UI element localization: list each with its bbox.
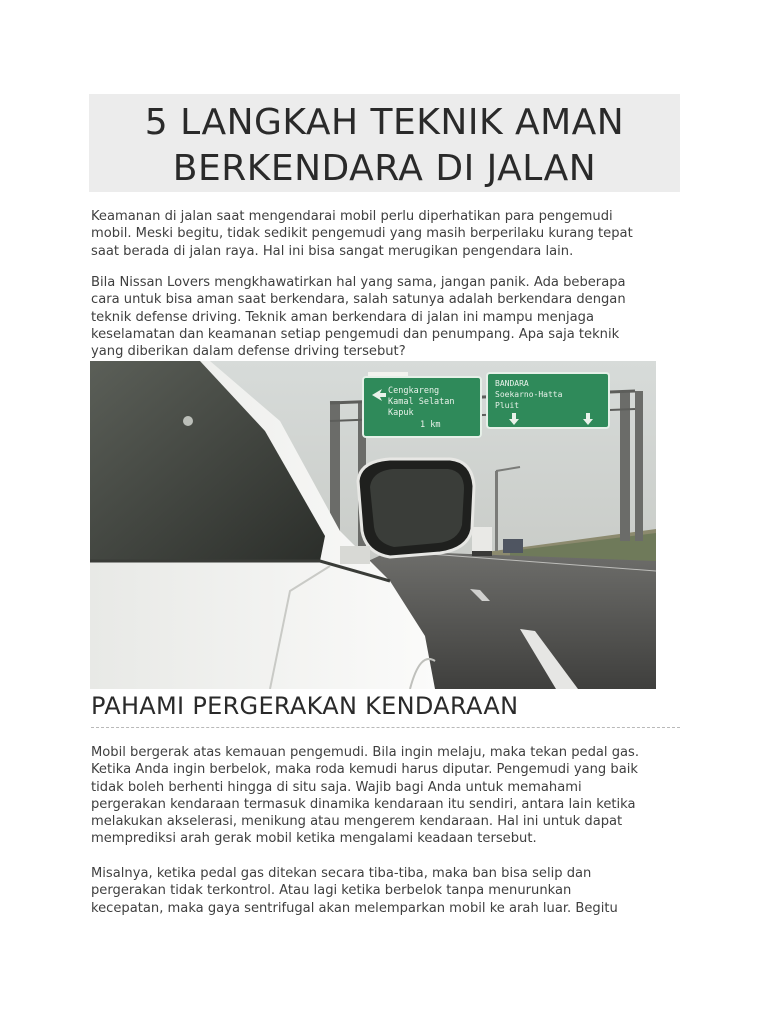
sign-left-line-2: Kamal Selatan: [388, 397, 455, 407]
section-heading: PAHAMI PERGERAKAN KENDARAAN: [91, 692, 519, 720]
sign-left-line-3: Kapuk: [388, 408, 414, 418]
intro-paragraph: Keamanan di jalan saat mengendarai mobil perlu diperhatikan para pengemudi mobil. Meski begitu, tidak sedikit pengemudi yang masih berperilaku kurang tepat saat berada di jalan raya. Hal ini bisa sangat merugikan pengendara lain.: [91, 209, 633, 259]
section-paragraph-1: Mobil bergerak atas kemauan pengemudi. Bila ingin melaju, maka tekan pedal gas. Ketika Anda ingin berbelok, maka roda kemudi harus diputar. Pengemudi yang baik tidak boleh berhenti hingga di situ saja. Wajib bagi Anda untuk memahami pergerakan kendaraan termasuk dinamika kendaraan itu sendiri, antara lain ketika melakukan akselerasi, menikung atau mengerem kendaraan. Hal ini untuk dapat memprediksi arah gerak mobil ketika mengalami keadaan tersebut.: [91, 745, 640, 847]
sign-right-line-3: Pluit: [495, 401, 520, 410]
section-divider: [91, 727, 680, 728]
road-photo: [90, 361, 656, 689]
sign-left-line-1: Cengkareng: [388, 386, 440, 396]
article-title-line-1: 5 LANGKAH TEKNIK AMAN: [144, 102, 625, 143]
article-title-line-2: BERKENDARA DI JALAN: [172, 148, 597, 189]
sign-right-line-2: Soekarno-Hatta: [495, 390, 563, 399]
second-paragraph: Bila Nissan Lovers mengkhawatirkan hal yang sama, jangan panik. Ada beberapa cara untuk bisa aman saat berkendara, salah satunya adalah berkendara dengan teknik defense driving. Teknik aman berkendara di jalan ini mampu menjaga keselamatan dan keamanan setiap pengemudi dan penumpang. Apa saja teknik yang diberikan dalam defense driving tersebut?: [91, 275, 626, 360]
title-banner: [89, 94, 680, 192]
sign-left-line-4: 1 km: [420, 420, 441, 430]
section-paragraph-2: Misalnya, ketika pedal gas ditekan secara tiba-tiba, maka ban bisa selip dan pergerakan tidak terkontrol. Atau lagi ketika berbelok tanpa menurunkan kecepatan, maka gaya sentrifugal akan melemparkan mobil ke arah luar. Begitu: [91, 866, 618, 916]
article-title: [89, 100, 680, 192]
sign-right-line-1: BANDARA: [495, 379, 529, 388]
